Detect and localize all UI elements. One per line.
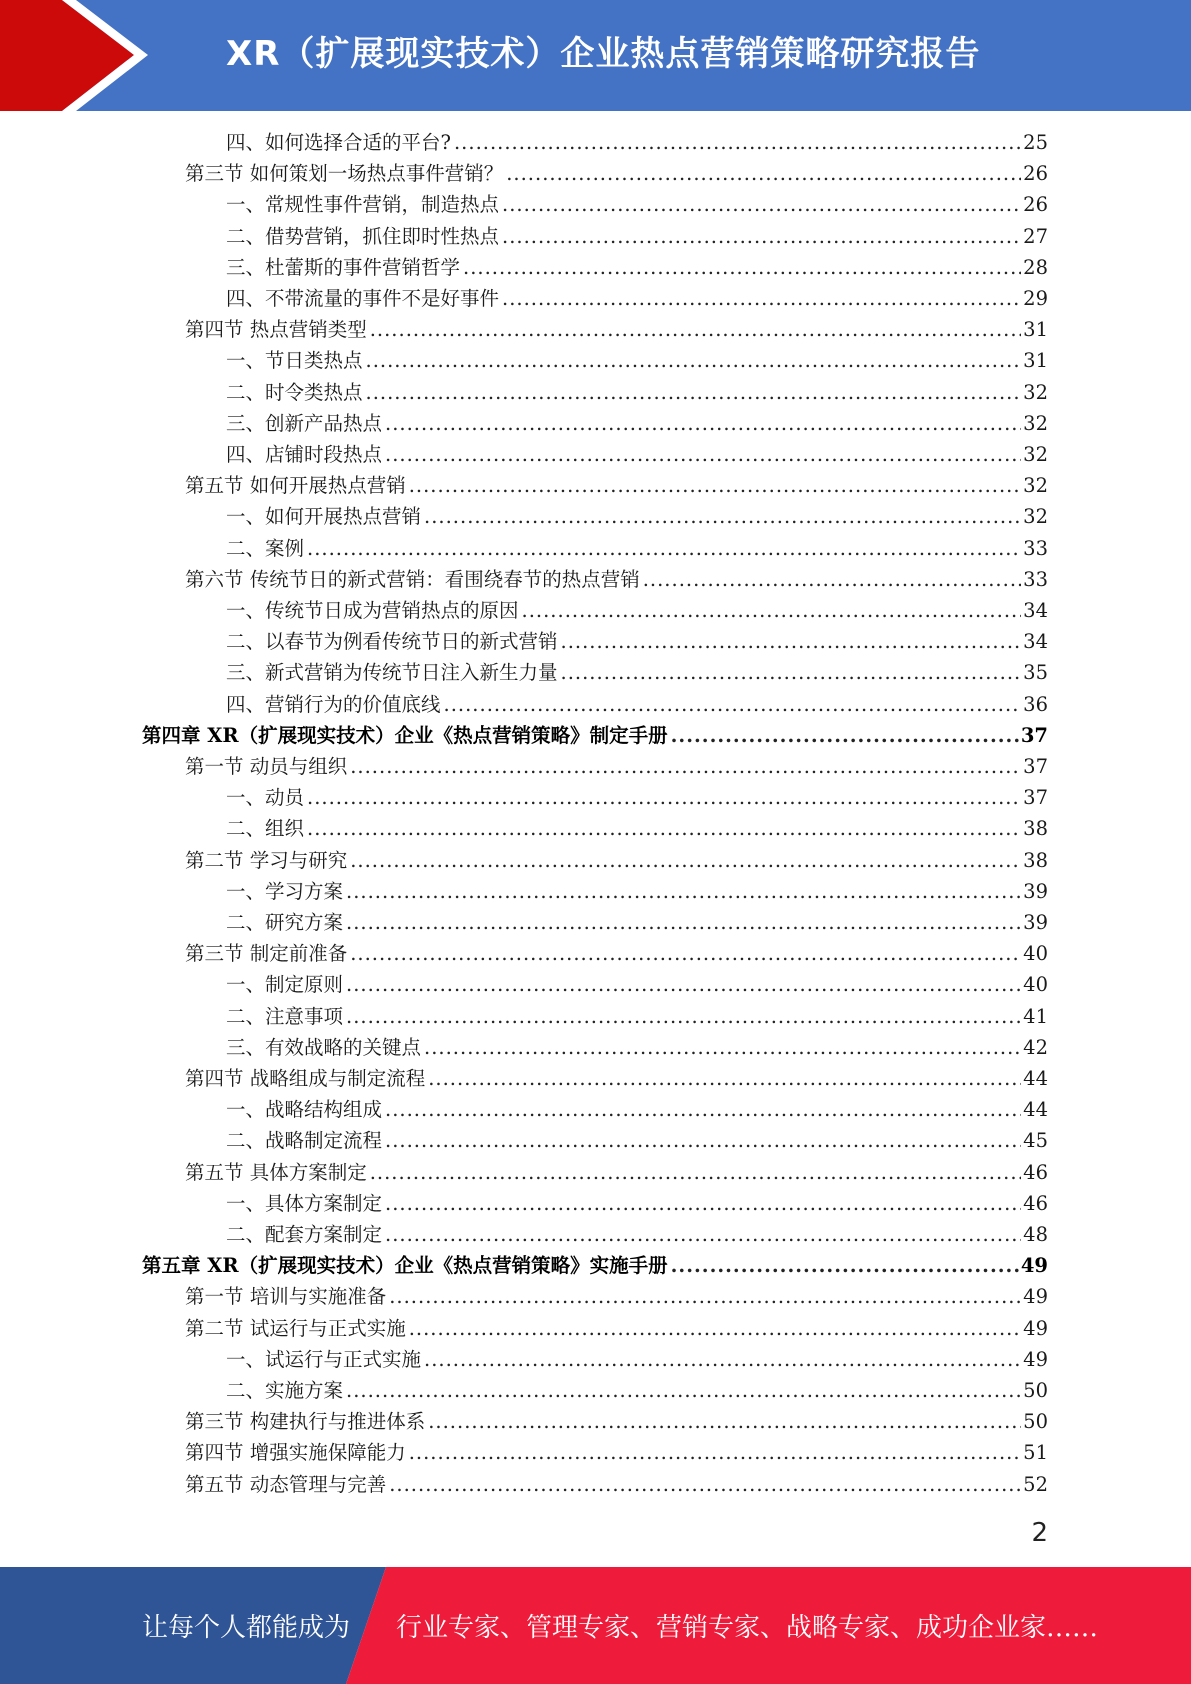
toc-leader-dots [385, 1188, 1021, 1219]
footer-slogan-right: 行业专家、管理专家、营销专家、战略专家、成功企业家…… [396, 1613, 1099, 1643]
toc-entry[interactable] [226, 626, 1048, 657]
toc-entry[interactable] [226, 782, 1048, 813]
toc-entry-title: 第四章 XR（扩展现实技术）企业《热点营销策略》制定手册 [142, 723, 668, 747]
toc-entry-page: 33 [1023, 536, 1048, 560]
toc-entry-page: 36 [1023, 692, 1048, 716]
toc-entry[interactable] [185, 751, 1048, 782]
toc-entry-page: 40 [1023, 973, 1048, 997]
toc-entry-title: 第三节 构建执行与推进体系 [185, 1410, 426, 1434]
toc-entry-page: 26 [1023, 162, 1048, 186]
toc-leader-dots [424, 1344, 1021, 1375]
toc-entry-title: 二、时令类热点 [226, 380, 363, 404]
toc-entry-title: 第二节 试运行与正式实施 [185, 1316, 406, 1340]
toc-leader-dots [350, 845, 1021, 876]
toc-entry-page: 37 [1020, 723, 1048, 747]
toc-entry-page: 49 [1023, 1285, 1048, 1309]
toc-entry[interactable] [226, 907, 1048, 938]
toc-entry-title: 一、传统节日成为营销热点的原因 [226, 599, 519, 622]
toc-entry[interactable] [226, 439, 1048, 470]
toc-entry-page: 32 [1023, 443, 1048, 466]
toc-entry[interactable] [226, 1001, 1048, 1032]
toc-leader-dots [454, 127, 1021, 158]
toc-entry[interactable] [185, 314, 1048, 345]
toc-entry-title: 二、以春节为例看传统节日的新式营销 [226, 630, 558, 654]
toc-entry-page: 39 [1023, 911, 1048, 934]
toc-leader-dots [389, 1281, 1021, 1312]
toc-entry-title: 一、制定原则 [226, 973, 344, 997]
toc-entry[interactable] [226, 377, 1048, 408]
toc-leader-dots [409, 470, 1021, 501]
toc-entry[interactable] [185, 845, 1048, 876]
toc-entry[interactable] [142, 720, 1048, 751]
toc-entry-page: 51 [1023, 1441, 1048, 1465]
toc-leader-dots [561, 657, 1022, 688]
toc-leader-dots [346, 969, 1021, 1000]
toc-entry-title: 第一节 动员与组织 [185, 755, 348, 778]
toc-leader-dots [444, 689, 1022, 720]
toc-entry[interactable] [226, 689, 1048, 720]
toc-leader-dots [307, 782, 1021, 813]
toc-entry[interactable] [226, 1188, 1048, 1219]
toc-entry[interactable] [226, 595, 1048, 626]
toc-entry-title: 三、新式营销为传统节日注入新生力量 [226, 661, 558, 685]
toc-entry-title: 一、试运行与正式实施 [226, 1347, 422, 1371]
toc-entry-title: 三、杜蕾斯的事件营销哲学 [226, 255, 461, 279]
toc-entry-title: 第四节 战略组成与制定流程 [185, 1067, 426, 1090]
toc-entry-page: 46 [1023, 1160, 1048, 1184]
toc-entry-page: 38 [1023, 848, 1048, 872]
toc-leader-dots [671, 720, 1019, 751]
toc-entry[interactable] [226, 221, 1048, 252]
toc-entry-title: 四、不带流量的事件不是好事件 [226, 287, 500, 310]
toc-entry-page: 32 [1023, 474, 1048, 498]
toc-entry-page: 52 [1023, 1472, 1048, 1496]
toc-leader-dots [409, 1437, 1021, 1468]
toc-leader-dots [370, 1157, 1021, 1188]
report-title: XR（扩展现实技术）企业热点营销策略研究报告 [226, 34, 981, 74]
toc-entry-page: 45 [1023, 1129, 1048, 1153]
toc-leader-dots [385, 408, 1021, 439]
page-footer [0, 1567, 1191, 1684]
toc-leader-dots [307, 533, 1021, 564]
toc-leader-dots [385, 1094, 1021, 1125]
toc-leader-dots [502, 189, 1021, 220]
toc-leader-dots [506, 158, 1021, 189]
toc-entry-title: 三、有效战略的关键点 [226, 1035, 422, 1059]
toc-entry-title: 二、组织 [226, 817, 305, 841]
toc-entry-title: 二、借势营销，抓住即时性热点 [226, 224, 500, 248]
toc-entry[interactable] [226, 1125, 1048, 1156]
toc-entry[interactable] [185, 1281, 1048, 1312]
toc-entry-title: 二、配套方案制定 [226, 1223, 383, 1246]
toc-entry-page: 49 [1020, 1254, 1048, 1278]
toc-entry-page: 44 [1023, 1098, 1048, 1122]
toc-entry-title: 第四节 热点营销类型 [185, 318, 367, 342]
toc-leader-dots [385, 1219, 1021, 1250]
toc-entry-title: 第五节 具体方案制定 [185, 1160, 367, 1184]
toc-entry[interactable] [226, 876, 1048, 907]
toc-entry-title: 一、学习方案 [226, 879, 344, 903]
toc-entry[interactable] [185, 1406, 1048, 1437]
toc-entry-title: 第一节 培训与实施准备 [185, 1285, 387, 1309]
toc-entry[interactable] [226, 252, 1048, 283]
toc-leader-dots [370, 314, 1021, 345]
toc-leader-dots [346, 1375, 1021, 1406]
toc-entry-page: 26 [1023, 193, 1048, 217]
toc-entry-page: 32 [1023, 411, 1048, 435]
toc-entry-title: 一、节日类热点 [226, 349, 363, 373]
toc-entry-title: 第六节 传统节日的新式营销：看围绕春节的热点营销 [185, 567, 640, 591]
toc-leader-dots [350, 938, 1021, 969]
toc-entry[interactable] [226, 533, 1048, 564]
toc-entry-title: 二、研究方案 [226, 911, 344, 934]
toc-entry-page: 49 [1023, 1347, 1048, 1371]
toc-entry-title: 二、实施方案 [226, 1379, 344, 1402]
toc-leader-dots [424, 501, 1021, 532]
toc-entry-page: 50 [1023, 1410, 1048, 1434]
toc-entry[interactable] [185, 1313, 1048, 1344]
toc-entry-title: 二、战略制定流程 [226, 1129, 383, 1153]
toc-leader-dots [522, 595, 1022, 626]
toc-entry-page: 28 [1023, 255, 1048, 279]
toc-entry-title: 第三节 如何策划一场热点事件营销？ [185, 162, 504, 186]
toc-entry-page: 39 [1023, 879, 1048, 903]
toc-entry-page: 29 [1023, 287, 1048, 310]
toc-entry[interactable] [185, 1157, 1048, 1188]
toc-entry-page: 31 [1023, 318, 1048, 342]
page-number: 2 [1031, 1518, 1048, 1548]
toc-entry[interactable] [226, 1219, 1048, 1250]
toc-entry-title: 一、如何开展热点营销 [226, 505, 422, 529]
toc-entry-title: 第五节 如何开展热点营销 [185, 474, 406, 498]
toc-entry[interactable] [142, 1250, 1048, 1281]
toc-leader-dots [424, 1032, 1021, 1063]
toc-entry-page: 38 [1023, 817, 1048, 841]
toc-entry-page: 32 [1023, 505, 1048, 529]
toc-leader-dots [502, 283, 1021, 314]
toc-entry[interactable] [226, 657, 1048, 688]
toc-leader-dots [671, 1250, 1019, 1281]
toc-entry[interactable] [185, 1437, 1048, 1468]
toc-entry-title: 一、常规性事件营销，制造热点 [226, 193, 500, 217]
toc-entry[interactable] [226, 1375, 1048, 1406]
toc-entry-page: 41 [1023, 1004, 1048, 1028]
toc-entry-page: 44 [1023, 1067, 1048, 1090]
toc-entry[interactable] [226, 189, 1048, 220]
toc-leader-dots [428, 1406, 1021, 1437]
toc-entry-title: 一、具体方案制定 [226, 1191, 383, 1215]
toc-leader-dots [366, 345, 1022, 376]
toc-entry-page: 42 [1023, 1035, 1048, 1059]
toc-entry[interactable] [185, 1063, 1048, 1094]
toc-leader-dots [389, 1469, 1021, 1500]
toc-entry-title: 二、案例 [226, 536, 305, 560]
toc-entry-title: 第二节 学习与研究 [185, 848, 348, 872]
toc-entry-page: 32 [1023, 380, 1048, 404]
toc-entry-page: 27 [1023, 224, 1048, 248]
toc-entry[interactable] [226, 1032, 1048, 1063]
toc-entry-title: 一、战略结构组成 [226, 1098, 383, 1122]
toc-leader-dots [366, 377, 1022, 408]
toc-entry[interactable] [226, 813, 1048, 844]
toc-entry-page: 49 [1023, 1316, 1048, 1340]
toc-leader-dots [463, 252, 1021, 283]
toc-entry-page: 46 [1023, 1191, 1048, 1215]
toc-entry[interactable] [226, 1344, 1048, 1375]
toc-entry[interactable] [185, 158, 1048, 189]
toc-leader-dots [350, 751, 1021, 782]
page-header [0, 0, 1191, 111]
toc-entry-title: 三、创新产品热点 [226, 411, 383, 435]
toc-entry-title: 第四节 增强实施保障能力 [185, 1441, 406, 1465]
toc-entry-title: 第五节 动态管理与完善 [185, 1472, 387, 1496]
toc-entry-title: 一、动员 [226, 786, 305, 810]
toc-leader-dots [385, 439, 1021, 470]
toc-leader-dots [643, 564, 1021, 595]
toc-leader-dots [346, 907, 1021, 938]
toc-leader-dots [385, 1125, 1021, 1156]
toc-leader-dots [409, 1313, 1021, 1344]
toc-leader-dots [346, 876, 1021, 907]
toc-entry[interactable] [185, 1469, 1048, 1500]
toc-entry-page: 31 [1023, 349, 1048, 373]
toc-entry[interactable] [185, 938, 1048, 969]
toc-entry-title: 二、注意事项 [226, 1004, 344, 1028]
toc-entry-page: 37 [1023, 786, 1048, 810]
toc-entry[interactable] [226, 345, 1048, 376]
toc-entry-page: 33 [1023, 567, 1048, 591]
toc-leader-dots [502, 221, 1021, 252]
toc-entry-page: 34 [1023, 630, 1048, 654]
toc-leader-dots [428, 1063, 1021, 1094]
toc-entry-title: 四、营销行为的价值底线 [226, 692, 441, 716]
toc-entry-page: 50 [1023, 1379, 1048, 1402]
toc-entry-page: 25 [1023, 131, 1048, 154]
toc-entry-page: 35 [1023, 661, 1048, 685]
toc-leader-dots [561, 626, 1022, 657]
toc-leader-dots [307, 813, 1021, 844]
toc-leader-dots [346, 1001, 1021, 1032]
toc-entry-page: 34 [1023, 599, 1048, 622]
toc-entry-title: 四、如何选择合适的平台? [226, 131, 451, 154]
toc-entry[interactable] [185, 470, 1048, 501]
toc-entry-title: 第五章 XR（扩展现实技术）企业《热点营销策略》实施手册 [142, 1254, 668, 1278]
toc-entry-page: 37 [1023, 755, 1048, 778]
toc-entry-page: 48 [1023, 1223, 1048, 1246]
toc-entry[interactable] [226, 1094, 1048, 1125]
toc-entry-page: 40 [1023, 942, 1048, 966]
toc-entry-title: 第三节 制定前准备 [185, 942, 348, 966]
footer-slogan-left: 让每个人都能成为 [142, 1613, 351, 1643]
toc-entry[interactable] [185, 564, 1048, 595]
toc-entry[interactable] [226, 501, 1048, 532]
toc-entry[interactable] [226, 408, 1048, 439]
toc-entry[interactable] [226, 969, 1048, 1000]
toc-entry[interactable] [226, 283, 1048, 314]
toc-entry-title: 四、店铺时段热点 [226, 443, 383, 466]
toc-entry[interactable] [226, 127, 1048, 158]
